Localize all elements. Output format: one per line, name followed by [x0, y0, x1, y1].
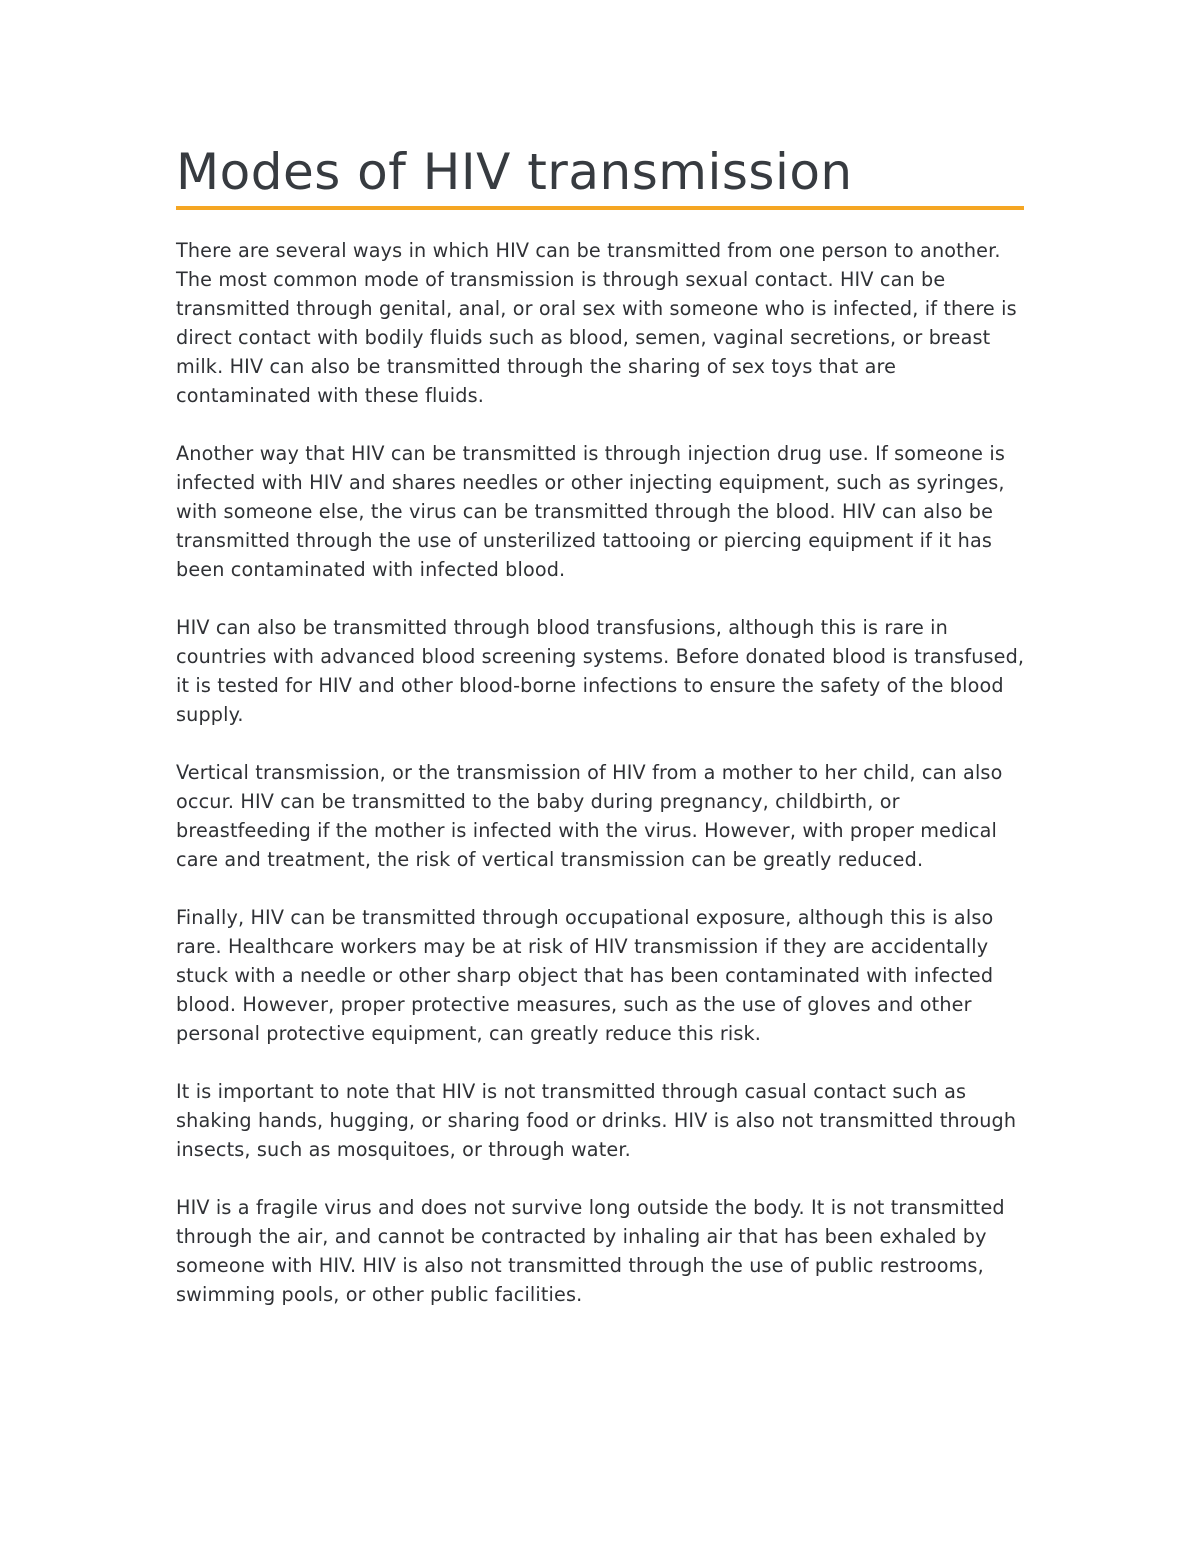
paragraph-sexual-contact: There are several ways in which HIV can be transmitted from one person to another. The most common mode of transmission is through sexual contact. HIV can be transmitted through genital, anal, or oral sex with someone who is infected, if there is direct contact with bodily fluids such as blood, semen, vaginal secretions, or breast milk. HIV can also be transmitted through the sharing of sex toys that are contaminated with these fluids. [176, 239, 1017, 407]
title-underline [176, 206, 1024, 210]
paragraph-vertical-transmission: Vertical transmission, or the transmission of HIV from a mother to her child, can also occur. HIV can be transmitted to the baby during pregnancy, childbirth, or breastfeeding if the mother is infected with the virus. However, with proper medical care and treatment, the risk of vertical transmission can be greatly reduced. [176, 761, 1003, 871]
paragraph-casual-contact: It is important to note that HIV is not transmitted through casual contact such as shaking hands, hugging, or sharing food or drinks. HIV is also not transmitted through insects, such as mosquitoes, or through water. [176, 1080, 1017, 1161]
paragraph-fragile-virus: HIV is a fragile virus and does not survive long outside the body. It is not transmitted through the air, and cannot be contracted by inhaling air that has been exhaled by someone with HIV. HIV is also not transmitted through the use of public restrooms, swimming pools, or other public facilities. [176, 1196, 1005, 1306]
document-page [176, 140, 1026, 1338]
document-title: Modes of HIV transmission [176, 143, 853, 201]
paragraph-injection-drug-use: Another way that HIV can be transmitted is through injection drug use. If someone is infected with HIV and shares needles or other injecting equipment, such as syringes, with someone else, the virus can be transmitted through the blood. HIV can also be transmitted through the use of unsterilized tattooing or piercing equipment if it has been contaminated with infected blood. [176, 442, 1006, 581]
paragraph-blood-transfusions: HIV can also be transmitted through blood transfusions, although this is rare in countries with advanced blood screening systems. Before donated blood is transfused, it is tested for HIV and other blood-borne infections to ensure the safety of the blood supply. [176, 616, 1025, 726]
paragraph-occupational-exposure: Finally, HIV can be transmitted through occupational exposure, although this is also rare. Healthcare workers may be at risk of HIV transmission if they are accidentally stuck with a needle or other sharp object that has been contaminated with infected blood. However, proper protective measures, such as the use of gloves and other personal protective equipment, can greatly reduce this risk. [176, 906, 994, 1045]
document-body [176, 236, 1026, 1309]
